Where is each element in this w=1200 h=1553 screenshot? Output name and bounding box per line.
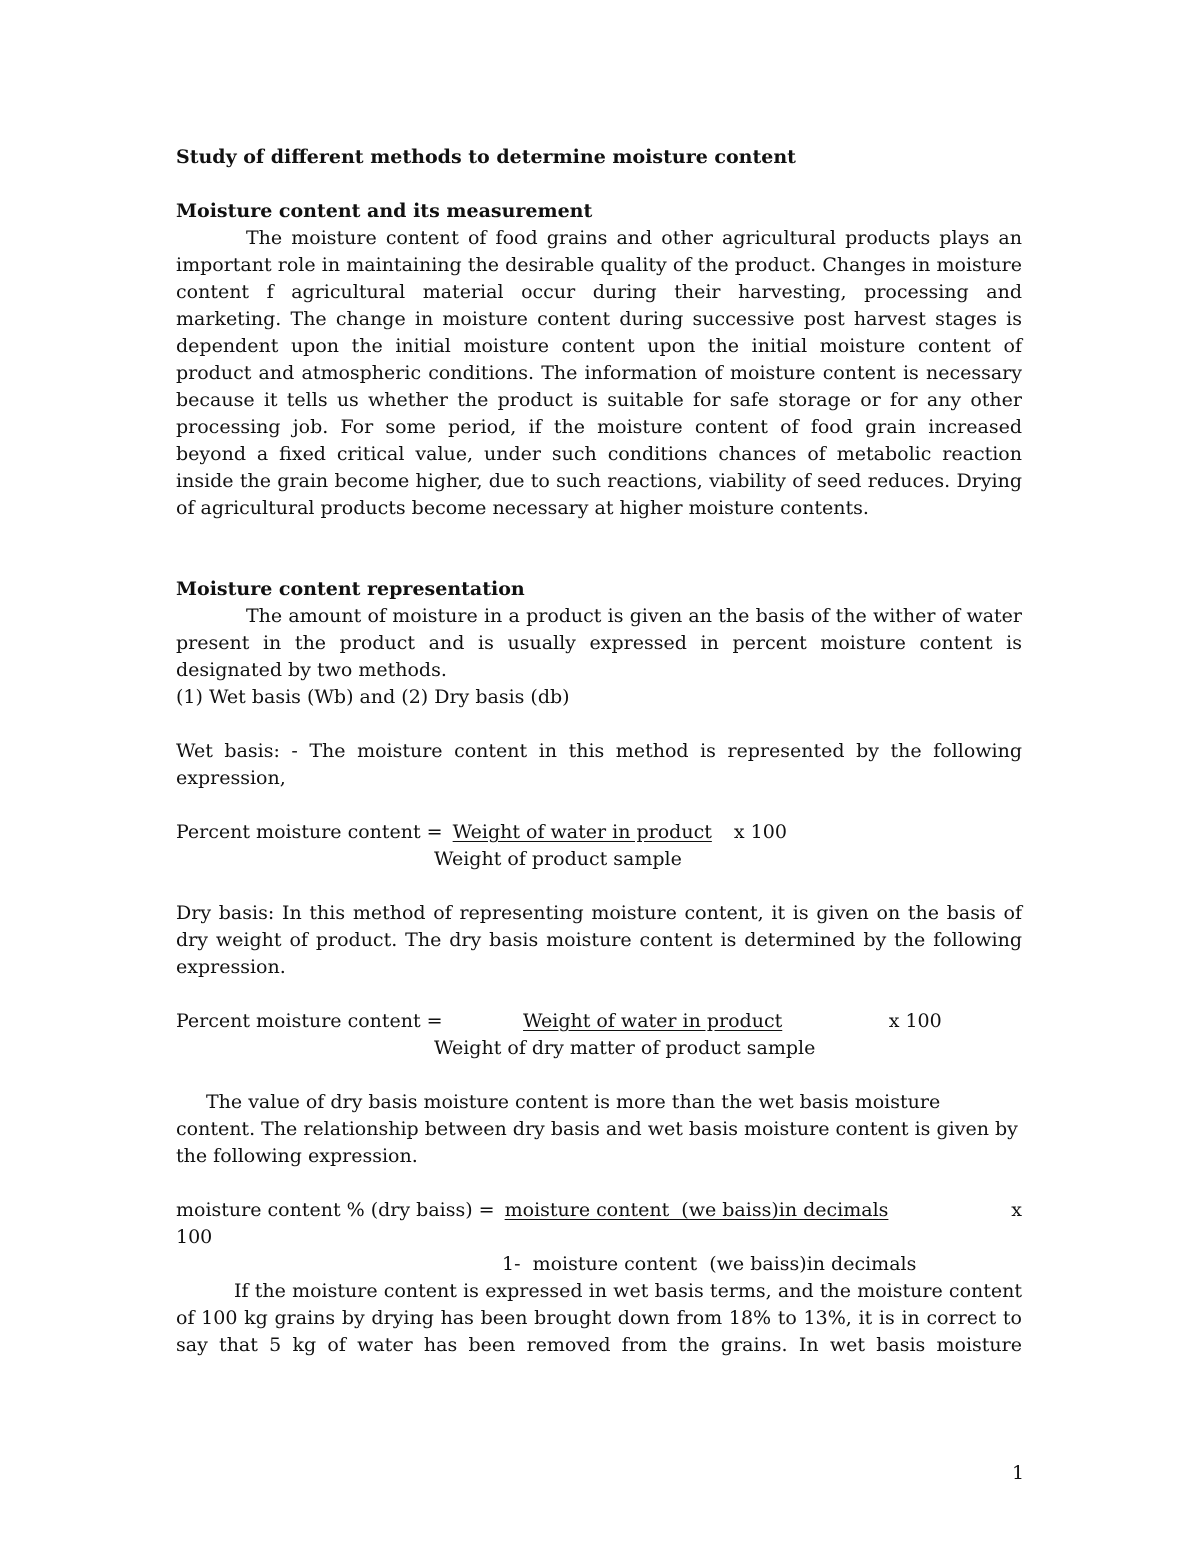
relationship-paragraph: The value of dry basis moisture content is more than the wet basis moisture content. The relationship between dry basis and wet basis moisture content is given by the following expression. [176,1091,1018,1167]
section-heading-measurement: Moisture content and its measurement [176,200,593,222]
relation-formula-numerator-row [176,1197,1022,1224]
wet-formula-denominator: Weight of product sample [434,848,682,870]
wet-formula-numerator: Weight of water in product [452,821,712,843]
closing-paragraph: If the moisture content is expressed in wet basis terms, and the moisture content of 100 kg grains by drying has been brought down from 18% to 13%, it is in correct to say that 5 kg of water has been removed from the grains. In wet basis moisture [176,1280,1022,1356]
measurement-paragraph: The moisture content of food grains and other agricultural products plays an important role in maintaining the desirable quality of the product. Changes in moisture content f agricultural material occur during their harvesting, processing and marketing. The change in moisture content during successive post harvest stages is dependent upon the initial moisture content upon the initial moisture content of product and atmospheric conditions. The information of moisture content is necessary because it tells us whether the product is suitable for safe storage or for any other processing job. For some period, if the moisture content of food grain increased beyond a fixed critical value, under such conditions chances of metabolic reaction inside the grain become higher, due to such reactions, viability of seed reduces. Drying of agricultural products become necessary at higher moisture contents. [176,227,1022,519]
wet-basis-description: Wet basis: - The moisture content in this method is represented by the following expression, [176,740,1022,789]
dry-formula-numerator: Weight of water in product [523,1010,783,1032]
relation-formula-lhs: moisture content % (dry baiss) = [176,1199,495,1221]
section-heading-representation: Moisture content representation [176,578,525,600]
dry-formula-multiplier: x 100 [888,1010,942,1032]
dry-formula-numerator-row [176,1008,942,1035]
document-title: Study of different methods to determine moisture content [176,146,796,168]
relation-formula-multiplier-x: x [1011,1199,1022,1221]
relation-formula-denominator: 1- moisture content (we baiss)in decimals [502,1253,917,1275]
wet-formula-numerator-row [176,819,787,846]
dry-basis-description: Dry basis: In this method of representing moisture content, it is given on the basis of dry weight of product. The dry basis moisture content is determined by the following expression. [176,902,1022,978]
dry-formula-denominator: Weight of dry matter of product sample [434,1037,816,1059]
wet-formula-multiplier: x 100 [733,821,787,843]
dry-formula-lhs: Percent moisture content = [176,1010,443,1032]
relation-formula-multiplier-100: 100 [176,1226,213,1248]
wet-formula-lhs: Percent moisture content = [176,821,443,843]
relation-formula-numerator: moisture content (we baiss)in decimals [504,1199,889,1221]
methods-line: (1) Wet basis (Wb) and (2) Dry basis (db) [176,686,570,708]
representation-paragraph: The amount of moisture in a product is given an the basis of the wither of water present in the product and is usually expressed in percent moisture content is designated by two methods. [176,605,1022,681]
page-number: 1 [1012,1462,1025,1484]
